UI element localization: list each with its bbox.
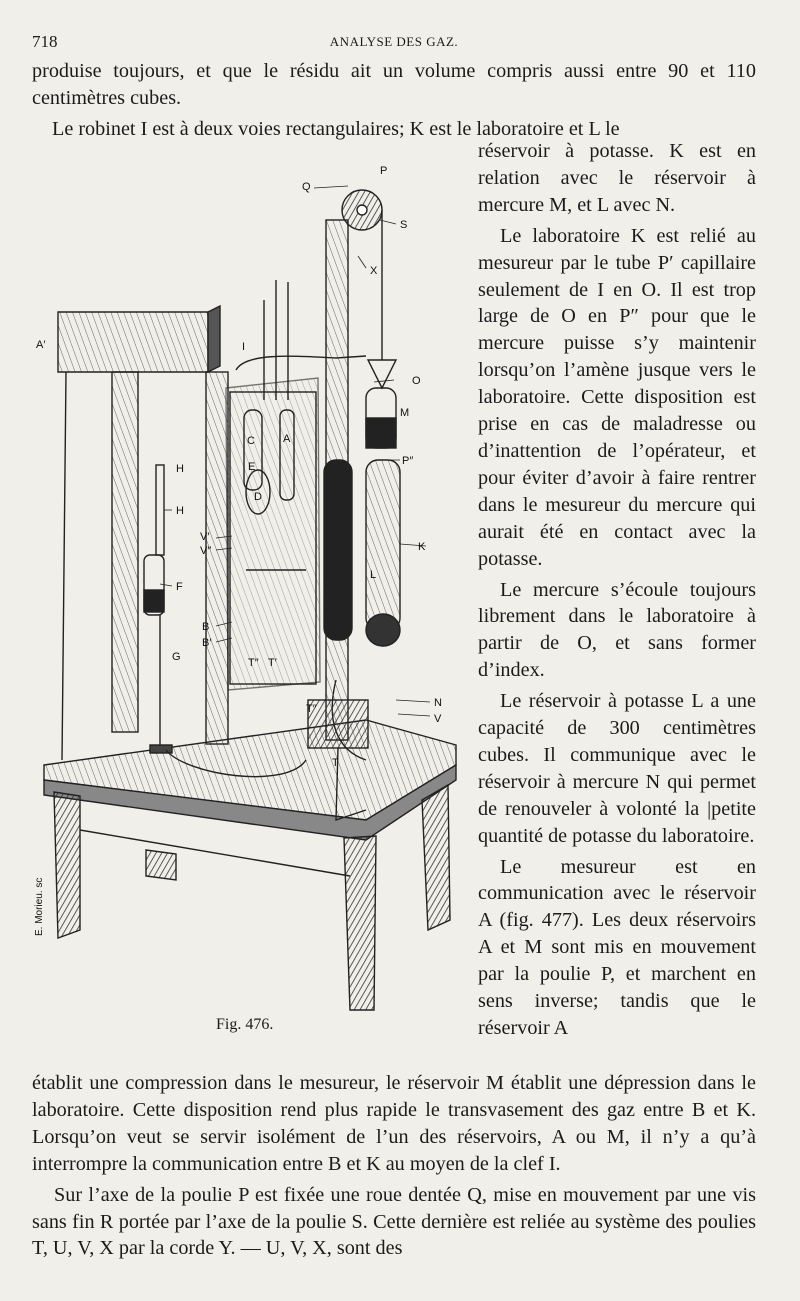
label-B: B	[202, 621, 210, 633]
pulley-axle	[357, 205, 367, 215]
label-X: X	[370, 265, 378, 277]
label-S: S	[400, 219, 408, 231]
paragraph: Le robinet I est à deux voies rectangulaires; K est le laboratoire et L le	[52, 117, 620, 140]
laboratory-K	[324, 460, 352, 640]
left-column	[112, 372, 138, 732]
label-A-prime: A′	[36, 339, 46, 351]
paragraph: Le mesureur est en communication avec le réservoir A (fig. 477). Les deux réservoirs A et M sont mis en mouvement par la poulie P, et marchent en sens inverse; tandis que le réservoir A	[478, 855, 756, 1039]
apparatus-engraving	[36, 160, 466, 1010]
apparatus-figure	[36, 160, 466, 1010]
table-leg	[344, 836, 376, 1010]
paragraph: Le réservoir à potasse L a une capacité de 300 centimètres cubes. Il communique avec le réservoir à mercure N qui permet de renouveler à volonté la |petite quantité de potasse du laboratoire.	[478, 690, 756, 847]
bottom-text	[32, 1070, 756, 1262]
mercury-F	[144, 590, 164, 612]
paragraph: réservoir à potasse. K est en relation avec le réservoir à mercure M, et L avec N.	[478, 140, 756, 216]
label-F: F	[176, 581, 183, 593]
potash-reservoir-L	[366, 460, 400, 630]
tube-H	[156, 465, 164, 555]
label-H-upper: H	[176, 463, 184, 475]
label-V: V	[434, 713, 442, 725]
label-K: K	[418, 541, 426, 553]
label-C: C	[247, 435, 255, 447]
stand-T	[308, 700, 368, 748]
table-leg	[422, 785, 450, 930]
mercury-M	[366, 418, 396, 448]
paragraph: Le laboratoire K est relié au mesureur par le tube P′ capillaire seulement de I en O. Il est trop large de O en P″ pour que le mercure puisse s’y maintenir lorsqu’on l’amène jusque vers le laboratoire. Cette disposition est prise en cas de maladresse ou d’inattention de l’opérateur, et pour éviter d’avoir à faire rentrer dans le mesureur du mercure qui aurait été en contact avec la potasse.	[478, 224, 756, 570]
label-V-double: V″	[200, 545, 212, 557]
reservoir-L-base	[366, 614, 400, 646]
running-title: ANALYSE DES GAZ.	[329, 34, 459, 49]
label-I: I	[242, 341, 246, 353]
label-T-double: T″	[306, 703, 317, 715]
label-D: D	[254, 491, 262, 503]
paragraph: Le mercure s’écoule toujours librement dans le laboratoire à partir de O, et sans former d’index.	[478, 578, 756, 682]
label-H-lower: H	[176, 505, 184, 517]
reservoir-box-side	[208, 306, 220, 372]
right-column-text	[478, 138, 756, 1046]
label-A: A	[283, 433, 291, 445]
label-P-double: P″	[402, 455, 414, 467]
centre-column	[206, 372, 228, 744]
label-E: E	[248, 461, 256, 473]
label-T-double-left: T″	[248, 657, 259, 669]
table-leg	[54, 792, 80, 938]
cord	[62, 372, 66, 760]
label-O: O	[412, 375, 421, 387]
page-number: 718	[32, 32, 58, 51]
label-T-prime: T′	[268, 657, 277, 669]
engraver-signature: E. Morieu. sc	[34, 877, 45, 936]
paragraph: Sur l’axe de la poulie P est fixée une roue dentée Q, mise en mouvement par une vis sans fin R portée par l’axe de la poulie S. Cette dernière est reliée au système des poulies T, U, V, X par la corde Y. — U, V, X, sont des	[32, 1183, 756, 1260]
table-rail	[80, 830, 350, 876]
label-V-prime: V′	[200, 531, 210, 543]
funnel	[368, 360, 396, 388]
label-G: G	[172, 651, 181, 663]
page-header	[32, 32, 756, 56]
label-T: T	[332, 757, 339, 769]
label-B-prime: B′	[202, 637, 212, 649]
label-P: P	[380, 165, 388, 177]
paragraph: produise toujours, et que le résidu ait un volume compris aussi entre 90 et 110 centimètres cubes.	[32, 60, 756, 109]
base-G	[150, 745, 172, 753]
figure-caption: Fig. 476.	[216, 1016, 274, 1033]
reservoir-box	[58, 312, 208, 372]
label-M: M	[400, 407, 410, 419]
paragraph: établit une compression dans le mesureur, le réservoir M établit une dépression dans le laboratoire. Cette disposition rend plus rapide le transvasement des gaz entre B et K. Lorsqu’on veut se servir isolément de l’un des réservoirs, A ou M, il n’y a qu’à interrompre la communication entre B et K au moyen de la clef I.	[32, 1072, 756, 1175]
label-N: N	[434, 697, 442, 709]
water-bath	[226, 378, 320, 690]
label-Q: Q	[302, 181, 311, 193]
label-L: L	[370, 569, 377, 581]
lead-text	[32, 58, 756, 143]
table-leg	[146, 850, 176, 880]
